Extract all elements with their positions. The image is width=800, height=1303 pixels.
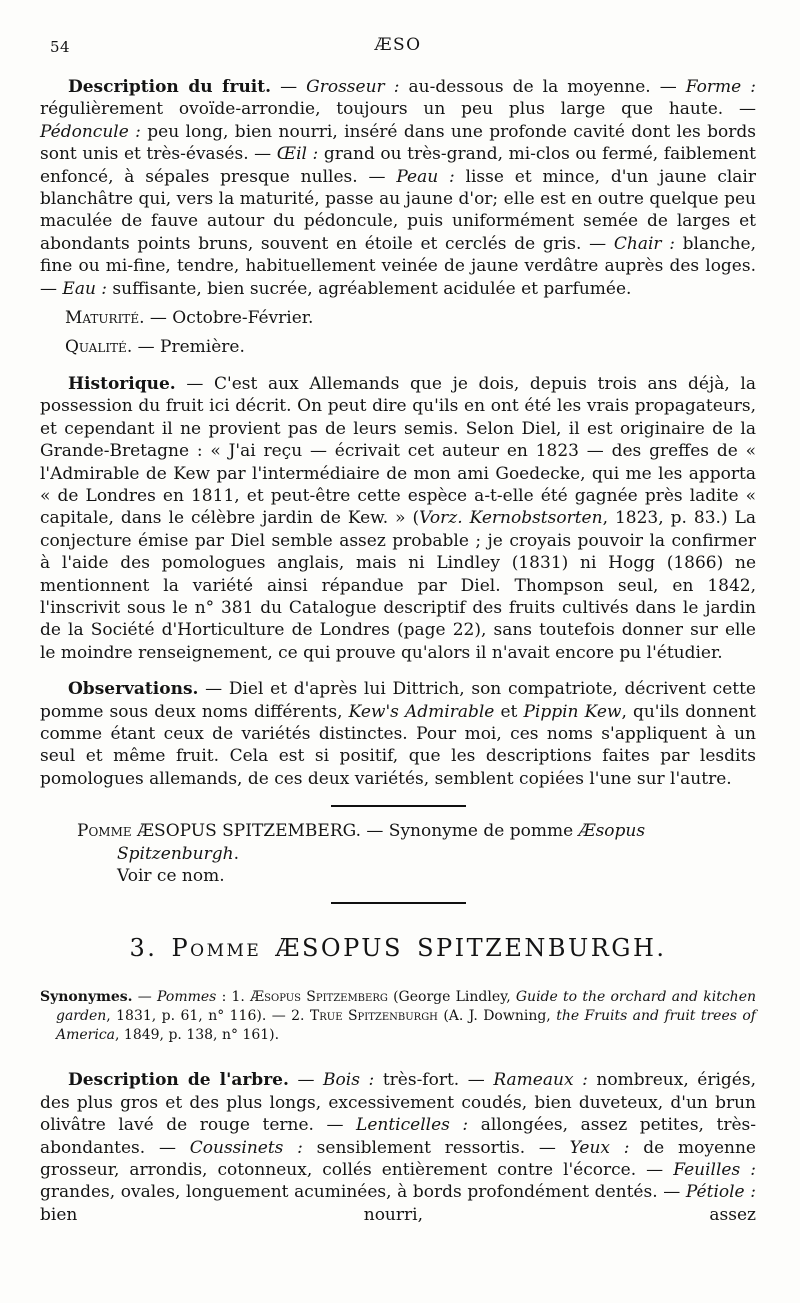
bold-run: Description de l'arbre.: [68, 1070, 289, 1091]
historique-paragraph: [40, 373, 756, 664]
text-run: au-dessous de la moyenne. —: [399, 77, 686, 97]
text-run: sensiblement ressortis. —: [302, 1137, 570, 1158]
separator-rule-2: [331, 902, 466, 904]
text-run: grand ou très-grand, mi-clos ou fermé, faiblement enfoncé, à sépales presque nulles. —: [40, 144, 756, 187]
text-run: nombreux, érigés, des plus gros et des plus longs, excessivement coudés, bien duveteux, d'un brun olivâtre lavé de rouge terne. —: [40, 1070, 757, 1136]
text-run: — Première.: [132, 337, 245, 358]
italic-run: Vorz. Kernobstsorten: [419, 508, 603, 529]
text-run: de moyenne grosseur, arrondis, cotonneux, collés entièrement contre l'écorce. —: [40, 1137, 756, 1181]
italic-run: Pommes: [157, 989, 217, 1006]
running-title: ÆSO: [374, 35, 422, 55]
italic-run: Œil :: [276, 144, 319, 165]
text-run: (A. J. Downing,: [437, 1008, 557, 1025]
italic-run: Kew's Admirable: [348, 701, 495, 722]
italic-run: Coussinets :: [189, 1137, 303, 1158]
smallcaps-run: Pomme: [171, 934, 262, 963]
italic-run: Pédoncule :: [40, 121, 141, 142]
bold-run: Description du fruit.: [68, 77, 272, 97]
text-run: —: [271, 77, 307, 97]
synonymes-paragraph: [40, 988, 756, 1045]
smallcaps-run: Maturité.: [65, 308, 145, 329]
smallcaps-run: Pomme: [77, 821, 132, 842]
text-run: ÆSOPUS SPITZENBURGH.: [261, 934, 667, 963]
smallcaps-run: True Spitzenburgh: [309, 1008, 438, 1025]
smallcaps-run: Æsopus Spitzemberg: [250, 989, 388, 1006]
text-run: — C'est aux Allemands que je dois, depuis trois ans déjà, la possession du fruit ici décrit. On peut dire qu'ils en ont été les vrais propagateurs, et cependant il ne provient pas de leurs semis. Selon Diel, il est originaire de la Grande-Bretagne : « J'ai reçu — écrivait cet auteur en 1823 — des greffes de « l'Admirable de Kew par l'intermédiaire de mon ami Goedecke, qui me les apporta « de Londres en 1811, et peut-être cette espèce a-t-elle été gagnée près ladite « capitale, dans le célèbre jardin de Kew. » (: [40, 373, 756, 529]
text-run: peu long, bien nourri, inséré dans une profonde cavité dont les bords sont unis et très-évasés. —: [40, 121, 756, 165]
text-run: très-fort. —: [374, 1070, 494, 1091]
text-run: — Octobre-Février.: [144, 308, 314, 329]
text-run: —: [288, 1070, 324, 1091]
italic-run: Guide to the orchard and kitchen garden: [56, 989, 756, 1025]
text-run: , 1849, p. 138, n° 161).: [115, 1027, 280, 1044]
description-de-l-arbre-paragraph: [40, 1069, 756, 1226]
text-run: Voir ce nom.: [117, 866, 225, 886]
italic-run: Eau :: [62, 278, 108, 299]
text-run: ÆSOPUS SPITZEMBERG. — Synonyme de pomme: [131, 821, 579, 842]
italic-run: the Fruits and fruit trees of America: [56, 1008, 756, 1044]
variety-heading: [40, 932, 756, 964]
text-run: suffisante, bien sucrée, agréablement acidulée et parfumée.: [107, 278, 632, 299]
text-run: grandes, ovales, longuement acuminées, à bords profondément dentés. —: [40, 1182, 686, 1203]
italic-run: Pippin Kew: [523, 701, 622, 722]
page-number: 54: [50, 38, 71, 56]
description-du-fruit-paragraph: [40, 76, 756, 300]
text-run: 3.: [129, 934, 172, 963]
bold-run: Observations.: [68, 679, 199, 700]
spitzemberg-cross-reference: [40, 820, 756, 887]
page-text: [40, 76, 756, 1226]
text-run: et: [494, 701, 524, 722]
italic-run: Bois :: [323, 1070, 375, 1091]
italic-run: Rameaux :: [493, 1070, 588, 1091]
text-run: —: [132, 989, 158, 1006]
qualite-line: [65, 336, 756, 358]
italic-run: Chair :: [613, 233, 675, 254]
italic-run: Feuilles :: [673, 1160, 756, 1181]
text-run: bien nourri, assez: [40, 1204, 756, 1225]
smallcaps-run: Qualité.: [65, 337, 133, 358]
text-run: , qu'ils donnent comme étant ceux de variétés distinctes. Pour moi, ces noms s'appliquent à un seul et même fruit. Cela est si positif, que les descriptions faites par lesdits pomologues allemands, de ces deux variétés, semblent copiées l'une sur l'autre.: [40, 701, 757, 789]
text-run: .: [233, 843, 239, 864]
text-run: : 1.: [216, 989, 251, 1006]
italic-run: Æsopus Spitzenburgh: [117, 821, 646, 864]
italic-run: Yeux :: [569, 1137, 630, 1158]
italic-run: Peau :: [396, 166, 455, 187]
text-run: blanche, fine ou mi-fine, tendre, habituellement veinée de jaune verdâtre auprès des loges. —: [40, 233, 756, 299]
italic-run: Forme :: [685, 77, 756, 97]
observations-paragraph: [40, 678, 756, 790]
running-header: [40, 34, 756, 58]
text-run: , 1823, p. 83.) La conjecture émise par Diel semble assez probable ; je croyais pouvoir la confirmer à l'aide des pomologues anglais, mais ni Lindley (1831) ni Hogg (1866) ne mentionnent la variété ainsi répandue par Diel. Thompson seul, en 1842, l'inscrivit sous le n° 381 du Catalogue descriptif des fruits cultivés dans le jardin de la Société d'Horticulture de Londres (page 22), sans toutefois donner sur elle le moindre renseignement, ce qui prouve qu'alors il n'avait encore pu l'étudier.: [40, 508, 756, 663]
text-run: (George Lindley,: [387, 989, 516, 1006]
maturite-line: [65, 307, 756, 329]
text-run: , 1831, p. 61, n° 116). — 2.: [106, 1008, 310, 1025]
bold-run: Historique.: [68, 373, 176, 394]
italic-run: Pétiole :: [685, 1182, 756, 1203]
italic-run: Grosseur :: [306, 77, 400, 97]
text-run: régulièrement ovoïde-arrondie, toujours un peu plus large que haute. —: [40, 99, 756, 120]
bold-run: Synonymes.: [40, 989, 133, 1006]
text-run: — Diel et d'après lui Dittrich, son compatriote, décrivent cette pomme sous deux noms différents,: [40, 679, 756, 722]
separator-rule-1: [331, 805, 466, 807]
text-run: allongées, assez petites, très-abondantes. —: [40, 1115, 756, 1158]
text-run: lisse et mince, d'un jaune clair blanchâtre qui, vers la maturité, passe au jaune d'or; elle est en outre quelque peu maculée de fauve autour du pédoncule, puis uniformément semée de larges et abondants points bruns, souvent en étoile et cerclés de gris. —: [40, 166, 756, 254]
italic-run: Lenticelles :: [356, 1115, 469, 1136]
